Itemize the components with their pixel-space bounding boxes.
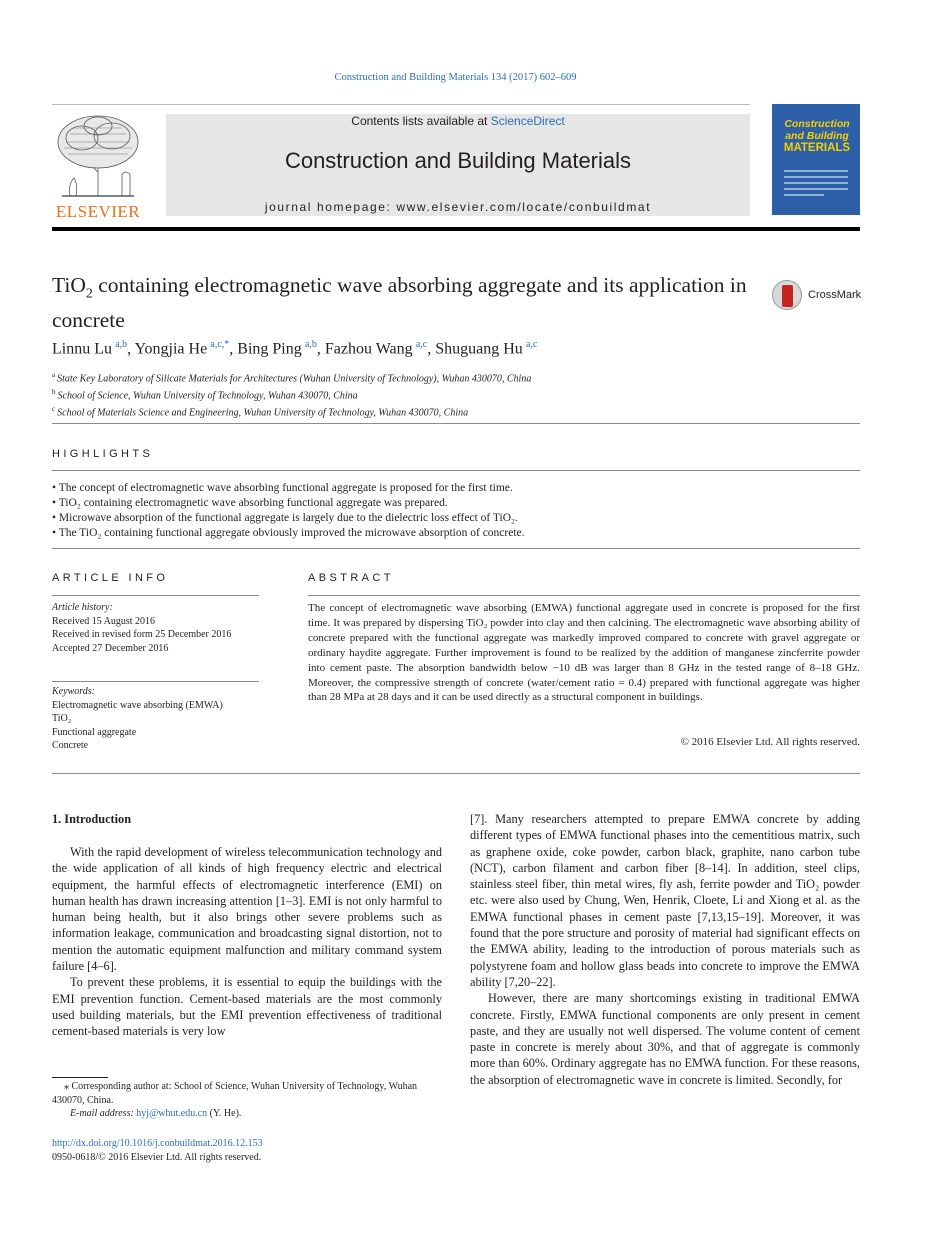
contents-prefix: Contents lists available at	[351, 114, 491, 128]
abstract-copyright: © 2016 Elsevier Ltd. All rights reserved.	[680, 736, 860, 748]
sciencedirect-link[interactable]: ScienceDirect	[490, 114, 565, 128]
divider	[52, 470, 860, 471]
affiliation-item	[52, 369, 531, 386]
body-paragraph: [7]. Many researchers attempted to prepare EMWA concrete by adding different types of EMWA functional phases into the cementitious matrix, such as graphene oxide, coke powder, carbon black, graphite, nano carbon tube (NCT), carbon filament and carbon fiber [8–14]. In addition, steel clips, stainless steel fiber, thin metal wires, fly ash, ferrite powder and TiO₂ powder etc. were also used by Chung, Wen, Henrik, Cloete, Li and Xiong et al. as the EMWA functional phases in cement paste [7,13,15–19]. Moreover, it was found that the pore structure and porosity of material had significant effects on the EMWA ability, leading to the introduction of porous materials such as polystyrene foam and hollow glass beads into concrete to improve the EMWA ability [7,20–22].	[470, 812, 860, 989]
title-part: containing electromagnetic wave absorbing aggregate and its application in concrete	[52, 273, 747, 333]
author-affil-marks[interactable]: a,b	[115, 339, 128, 350]
history-label: Article history:	[52, 602, 113, 613]
abstract-text: The concept of electromagnetic wave absorbing (EMWA) functional aggregate used in concrete is proposed for the first time. It was prepared by dispersing TiO₂ powder into clay and then calcining. The electromagnetic wave absorbing ability of concrete prepared with the functional aggregate was markedly improved compared to concrete with gravel aggregate or ordinary haydite aggregate. Further improvement is found to be realized by the addition of manganese zincferrite powder into cement paste. The absorption bandwidth below −10 dB was larger than 8 GHz in the tested range of 8–18 GHz. Moreover, the compressive strength of concrete (water/cement ratio = 0.4) prepared with functional aggregate was higher than 28 MPa at 28 days and it can be used directly as a structural component in buildings.	[308, 602, 860, 704]
body-right-column	[470, 811, 860, 1088]
history-item: Accepted 27 December 2016	[52, 642, 169, 654]
keywords-block	[52, 685, 260, 753]
article-title	[52, 272, 752, 334]
divider	[52, 773, 860, 774]
affiliation-text: School of Science, Wuhan University of Technology, Wuhan 430070, China	[57, 390, 358, 402]
section-title: 1. Introduction	[52, 812, 132, 826]
corresponding-author-note: ⁎ Corresponding author at: School of Science, Wuhan University of Technology, Wuhan 430070, China.	[52, 1081, 418, 1106]
journal-cover-thumbnail[interactable]	[772, 104, 860, 215]
author-affil-marks[interactable]: a,b	[304, 339, 317, 350]
author-name[interactable]: Yongjia He	[134, 340, 208, 358]
highlight-item: • Microwave absorption of the functional aggregate is largely due to the dielectric loss effect of TiO₂.	[52, 511, 860, 526]
elsevier-tree-icon	[52, 112, 144, 198]
author-affil-marks[interactable]: a,c,*	[210, 339, 230, 350]
highlights-heading: HIGHLIGHTS	[52, 448, 154, 460]
email-note	[52, 1107, 442, 1121]
body-paragraph: To prevent these problems, it is essential to equip the buildings with the EMI prevention function. Cement-based materials are the most commonly used building materials, but the EMI prevention effectiveness of traditional cement-based materials is very low	[52, 975, 442, 1039]
keyword-item: TiO₂	[52, 713, 72, 724]
crossmark-icon	[772, 280, 802, 310]
affiliation-item	[52, 386, 531, 403]
divider	[52, 681, 259, 682]
keyword-item: Electromagnetic wave absorbing (EMWA)	[52, 699, 223, 711]
divider	[308, 595, 860, 596]
keywords-label: Keywords:	[52, 686, 95, 697]
email-link[interactable]: hyj@whut.edu.cn	[136, 1108, 208, 1119]
journal-citation-header[interactable]: Construction and Building Materials 134 (2017) 602–609	[334, 72, 577, 83]
elsevier-wordmark: ELSEVIER	[55, 202, 141, 221]
elsevier-logo[interactable]	[52, 112, 144, 221]
affiliation-mark: b	[52, 387, 56, 396]
title-part: TiO	[52, 273, 86, 297]
affiliation-item	[52, 403, 531, 420]
email-suffix: (Y. He).	[207, 1108, 242, 1119]
author-name[interactable]: Shuguang Hu	[435, 340, 523, 358]
affiliation-list	[52, 369, 531, 419]
footnote-rule	[52, 1077, 108, 1078]
history-item: Received in revised form 25 December 2016	[52, 629, 232, 640]
affiliation-text: School of Materials Science and Engineering, Wuhan University of Technology, Wuhan 430070, China	[57, 406, 469, 418]
highlight-item: • The TiO₂ containing functional aggregate obviously improved the microwave absorption of concrete.	[52, 526, 860, 541]
issn-line: 0950-0618/© 2016 Elsevier Ltd. All rights reserved.	[52, 1151, 262, 1163]
divider	[52, 548, 860, 549]
affiliation-mark: c	[52, 404, 56, 413]
author-affil-marks[interactable]: a,c	[525, 339, 538, 350]
history-item: Received 15 August 2016	[52, 615, 156, 627]
cover-text-lines	[784, 170, 848, 200]
author-name[interactable]: Linnu Lu	[52, 340, 112, 358]
masthead-rule	[52, 227, 860, 231]
body-paragraph: With the rapid development of wireless telecommunication technology and the wide application of all kinds of high frequency electric and electrical equipment, the harmful effects of electromagnetic interference (EMI) on human health has drawn increasing attention [1–3]. EMI is not only harmful to human being health, but it also brings other severe problems such as information leakage, communication and broadcasting signal distortion, not to mention the automatic equipment malfunction and military command system failure [4–6].	[52, 845, 442, 974]
keyword-item: Functional aggregate	[52, 726, 137, 738]
author-affil-marks[interactable]: a,c	[415, 339, 428, 350]
header-rule	[52, 104, 750, 105]
cover-title-line: Construction	[784, 118, 850, 130]
highlights-list	[52, 481, 860, 541]
contents-availability	[166, 114, 750, 128]
article-history	[52, 601, 260, 655]
author-list: Linnu Lu $^{a,b}$, Yongjia He $^{a,c,*}$, Bing Ping $^{a,b}$, Fazhou Wang $^{a,c}$, Shuguang Hu $^{a,c}$	[52, 339, 538, 358]
cover-title-line: and Building	[785, 130, 849, 142]
highlight-item: • The concept of electromagnetic wave absorbing functional aggregate is proposed for the first time.	[52, 481, 860, 496]
cover-title-line: MATERIALS	[783, 142, 851, 154]
crossmark-badge[interactable]	[772, 280, 872, 310]
email-label: E-mail address:	[70, 1108, 137, 1119]
footnotes	[52, 1080, 442, 1121]
affiliation-mark: a	[52, 371, 56, 379]
divider	[52, 423, 860, 424]
journal-homepage[interactable]: journal homepage: www.elsevier.com/locate/conbuildmat	[264, 200, 652, 214]
title-subscript: 2	[85, 286, 93, 302]
body-paragraph: However, there are many shortcomings existing in traditional EMWA concrete. Firstly, EMWA functional components are only present in cement paste, and they are usually not well dispersed. The volume content of cement paste in concrete is merely about 30%, and that of aggregate is commonly more than 60%. Ordinary aggregate has no EMWA function. For these reasons, the absorption of electromagnetic wave in concrete is limited. Secondly, for	[470, 991, 860, 1087]
crossmark-label: CrossMark	[808, 289, 862, 301]
body-left-column	[52, 844, 442, 1040]
abstract-heading: ABSTRACT	[308, 572, 394, 584]
journal-title[interactable]: Construction and Building Materials	[284, 148, 632, 173]
highlight-item: • TiO₂ containing electromagnetic wave absorbing functional aggregate was prepared.	[52, 496, 860, 511]
article-info-heading: ARTICLE INFO	[52, 572, 169, 584]
keyword-item: Concrete	[52, 740, 89, 751]
affiliation-text: State Key Laboratory of Silicate Materials for Architectures (Wuhan University of Technology), Wuhan 430070, China	[57, 373, 532, 385]
cover-title	[776, 118, 858, 154]
author-name[interactable]: Fazhou Wang	[324, 340, 413, 358]
divider	[52, 595, 259, 596]
doi-link[interactable]: http://dx.doi.org/10.1016/j.conbuildmat.2016.12.153	[52, 1138, 263, 1149]
journal-banner	[166, 114, 750, 216]
author-name[interactable]: Bing Ping	[237, 340, 302, 358]
doi-block	[52, 1137, 263, 1164]
